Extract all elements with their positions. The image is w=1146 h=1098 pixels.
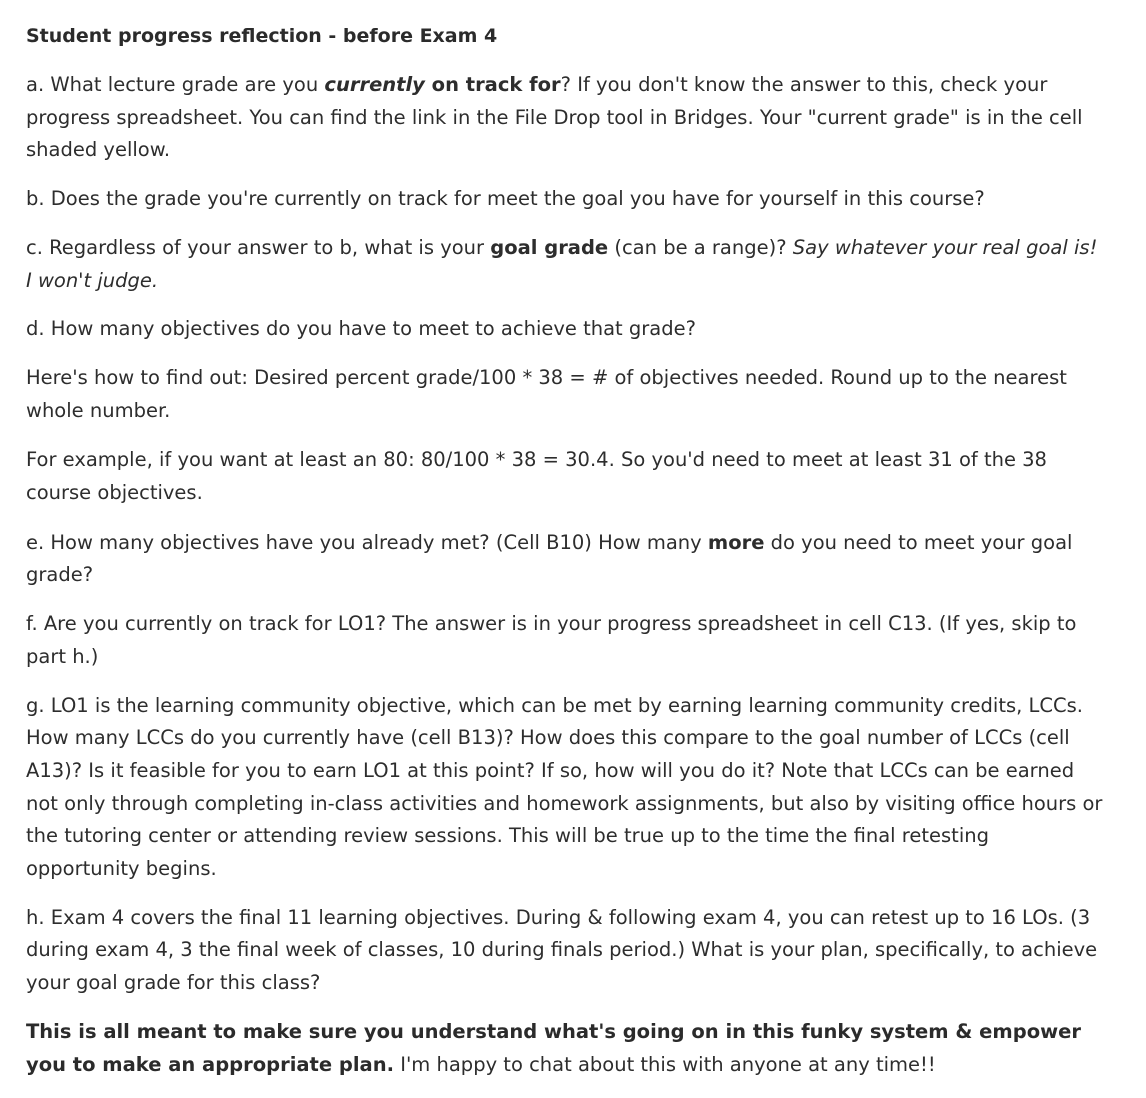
question-c-text-1: c. Regardless of your answer to b, what is your [26,235,491,259]
question-b: b. Does the grade you're currently on track for meet the goal you have for yourself in this course? [26,187,985,211]
closing-text: I'm happy to chat about this with anyone at any time!! [394,1052,936,1076]
question-d: d. How many objectives do you have to meet to achieve that grade? [26,317,696,341]
example-paragraph: For example, if you want at least an 80: 80/100 * 38 = 30.4. So you'd need to meet at least 31 of the 38 course objectives. [26,448,1047,505]
question-a-text-1: a. What lecture grade are you [26,73,325,96]
question-g: g. LO1 is the learning community objective, which can be met by earning learning community credits, LCCs. How many LCCs do you currently have (cell B13)? How does this compare to the goal number of LCCs (cell A13)? Is it feasible for you to earn LO1 at this point? If so, how will you do it? Note that LCCs can be earned not only through completing in-class activities and homework assignments, but also by visiting office hours or the tutoring center or attending review sessions. This will be true up to the time the final retesting opportunity begins. [26,693,1103,881]
question-f: f. Are you currently on track for LO1? The answer is in your progress spreadsheet in cell C13. (If yes, skip to part h.) [26,612,1077,668]
question-e-text-1: e. How many objectives have you already met? (Cell B10) How many [26,530,708,554]
question-c [26,232,1106,297]
question-c-italic: Say whatever your real goal is! I won't judge. [26,235,1098,292]
page-title: Student progress reflection - before Exam 4 [26,25,498,47]
question-a [26,69,1106,167]
question-a-text-2: ? If you don't know the answer to this, check your progress spreadsheet. You can find the link in the File Drop tool in Bridges. Your "current grade" is in the cell shaded yellow. [26,73,1083,162]
question-c-text-2: (can be a range)? [608,235,793,259]
howto-paragraph: Here's how to find out: Desired percent grade/100 * 38 = # of objectives needed. Round up to the nearest whole number. [26,365,1067,422]
closing-paragraph [26,1016,1106,1081]
question-h: h. Exam 4 covers the final 11 learning objectives. During & following exam 4, you can retest up to 16 LOs. (3 during exam 4, 3 the final week of classes, 10 during finals period.) What is your plan, specifically, to achieve your goal grade for this class? [26,905,1098,995]
question-e-text-2: do you need to meet your goal grade? [26,530,1073,587]
question-e [26,527,1106,592]
closing-bold: This is all meant to make sure you understand what's going on in this funky system & empower you to make an appropriate plan. [26,1019,1081,1076]
question-a-emphasis: currently [324,73,425,96]
question-e-bold: more [707,530,765,554]
question-c-bold: goal grade [490,235,609,259]
question-a-bold: on track for [424,73,561,96]
